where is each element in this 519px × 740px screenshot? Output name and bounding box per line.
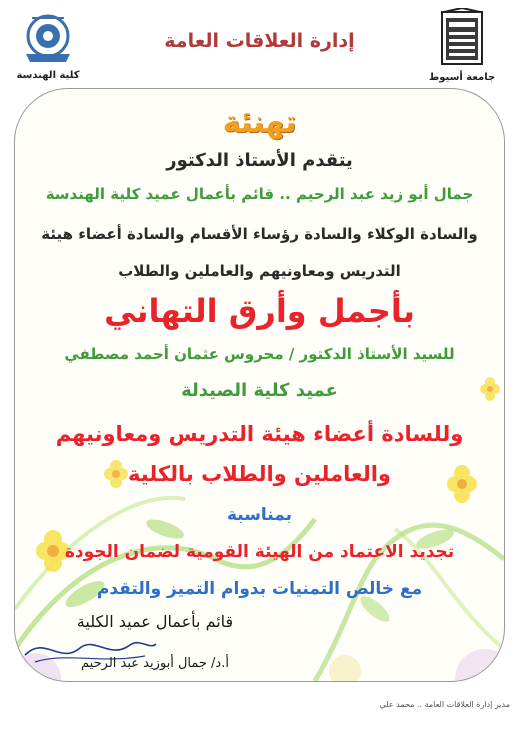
line-staff-1: والسادة الوكلاء والسادة رؤساء الأقسام والسادة أعضاء هيئة (41, 225, 478, 243)
signature-title: قائم بأعمال عميد الكلية (76, 612, 234, 631)
header-title: إدارة العلاقات العامة (164, 30, 355, 52)
line-accreditation: تجديد الاعتماد من الهيئة القومية لضمان الجودة (64, 542, 455, 562)
line-faculty-workers: والعاملين والطلاب بالكلية (128, 462, 391, 486)
line-closing-wishes: مع خالص التمنيات بدوام التميز والتقدم (96, 579, 423, 599)
line-faculty-members: وللسادة أعضاء هيئة التدريس ومعاونيهم (55, 422, 464, 446)
line-occasion: بمناسبة (226, 505, 293, 525)
gear-logo-icon (12, 10, 84, 66)
engineering-faculty-logo (12, 10, 84, 80)
line-presenter-name: جمال أبو زيد عبد الرحيم .. قائم بأعمال عميد كلية الهندسة (45, 185, 474, 203)
assiut-university-logo (420, 8, 504, 84)
congratulations-heading: تهنئة (222, 105, 297, 140)
signature-name: أ.د/ جمال أبوزيد عبد الرحيم (81, 656, 229, 671)
university-emblem-icon (420, 8, 504, 68)
line-presenter-title: يتقدم الأستاذ الدكتور (166, 150, 353, 171)
line-recipient-title: عميد كلية الصيدلة (181, 380, 338, 401)
line-recipient: للسيد الأستاذ الدكتور / محروس عثمان أحمد مصطفي (64, 345, 455, 363)
right-logo-caption: جامعة أسيوط (428, 72, 496, 83)
line-staff-2: التدريس ومعاونيهم والعاملين والطلاب (118, 262, 401, 280)
footer-note: مدير إدارة العلاقات العامة .. محمد علي (379, 700, 510, 709)
left-logo-caption: كلية الهندسة (16, 70, 80, 81)
line-best-wishes: بأجمل وأرق التهاني (104, 292, 415, 330)
